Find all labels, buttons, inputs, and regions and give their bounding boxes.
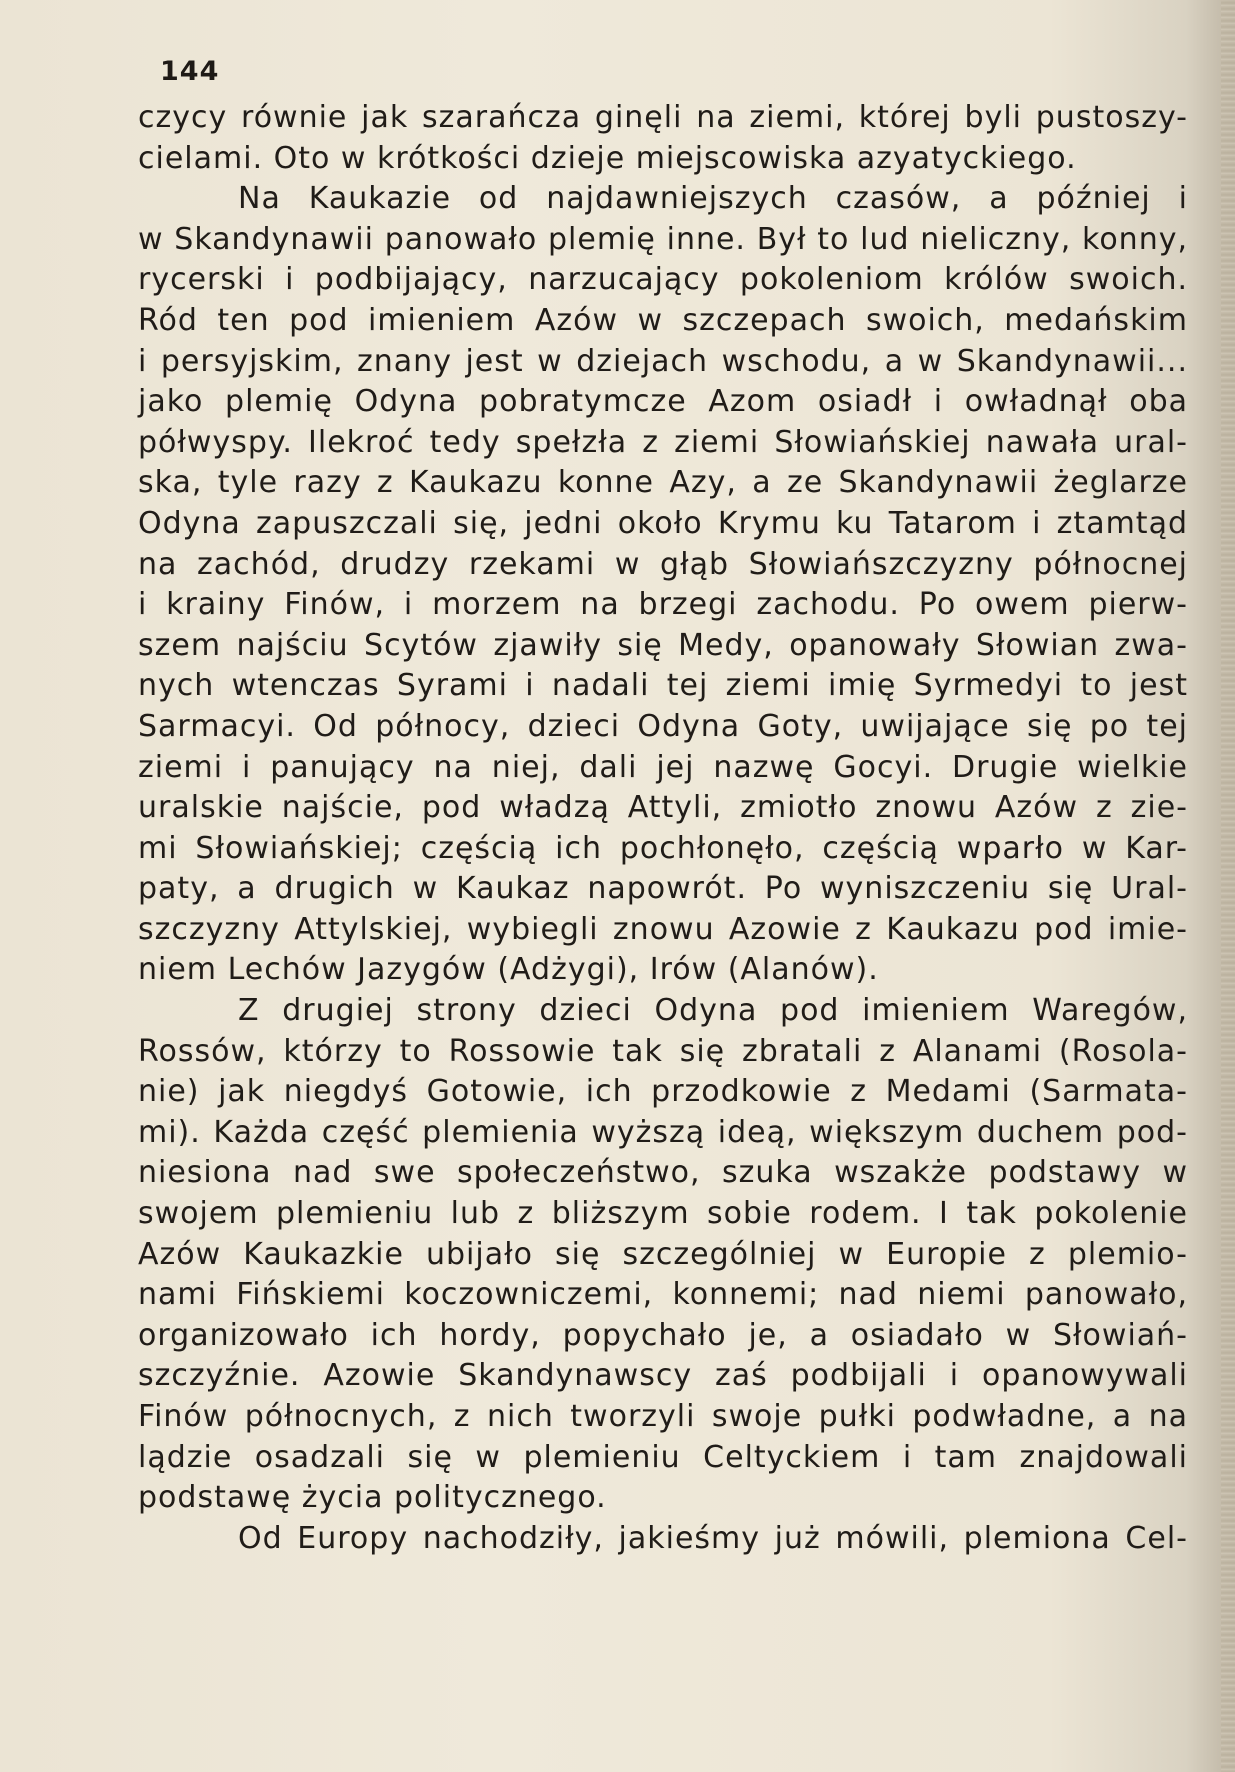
text-line: na zachód, drudzy rzekami w głąb Słowiańszczyzny północnej bbox=[138, 546, 1188, 582]
text-line: Z drugiej strony dzieci Odyna pod imieniem Waregów, bbox=[238, 993, 1188, 1029]
text-line: Odyna zapuszczali się, jedni około Krymu ku Tatarom i ztamtąd bbox=[138, 505, 1188, 541]
text-line: niem Lechów Jazygów (Adżygi), Irów (Alanów). bbox=[138, 952, 879, 988]
text-line: rycerski i podbijający, narzucający pokoleniom królów swoich. bbox=[138, 262, 1188, 298]
page-edge bbox=[1221, 0, 1235, 1772]
text-line: Finów północnych, z nich tworzyli swoje pułki podwładne, a na bbox=[138, 1399, 1188, 1434]
text-line: Na Kaukazie od najdawniejszych czasów, a później i bbox=[238, 181, 1188, 217]
text-line: szczyźnie. Azowie Skandynawscy zaś podbijali i opanowywali bbox=[138, 1358, 1188, 1394]
text-line: cielami. Oto w krótkości dzieje miejscowiska azyatyckiego. bbox=[138, 140, 1077, 176]
text-line: Sarmacyi. Od północy, dzieci Odyna Goty, uwijające się po tej bbox=[138, 708, 1188, 744]
text-line: lądzie osadzali się w plemieniu Celtyckiem i tam znajdowali bbox=[138, 1439, 1188, 1475]
text-line: ziemi i panujący na niej, dali jej nazwę Gocyi. Drugie wielkie bbox=[138, 749, 1188, 785]
text-line: paty, a drugich w Kaukaz napowrót. Po wyniszczeniu się Ural- bbox=[138, 871, 1188, 907]
text-line: nych wtenczas Syrami i nadali tej ziemi imię Syrmedyi to jest bbox=[138, 668, 1188, 704]
text-line: szem najściu Scytów zjawiły się Medy, opanowały Słowian zwa- bbox=[138, 627, 1188, 663]
text-line: organizowało ich hordy, popychało je, a osiadało w Słowiań- bbox=[138, 1317, 1188, 1353]
text-line: mi). Każda część plemienia wyższą ideą, większym duchem pod- bbox=[138, 1114, 1188, 1150]
page-number: 144 bbox=[160, 56, 220, 87]
text-line: półwyspy. Ilekroć tedy spełzła z ziemi Słowiańskiej nawała ural- bbox=[138, 424, 1188, 460]
text-line: mi Słowiańskiej; częścią ich pochłonęło, częścią wparło w Kar- bbox=[138, 830, 1188, 866]
body-text bbox=[138, 98, 1188, 1559]
text-line: Rossów, którzy to Rossowie tak się zbratali z Alanami (Rosola- bbox=[138, 1033, 1188, 1069]
text-line: w Skandynawii panowało plemię inne. Był to lud nieliczny, konny, bbox=[138, 221, 1188, 257]
text-line: i persyjskim, znany jest w dziejach wschodu, a w Skandynawii... bbox=[138, 343, 1188, 379]
text-line: Od Europy nachodziły, jakieśmy już mówili, plemiona Cel- bbox=[238, 1520, 1188, 1556]
text-line: nami Fińskiemi koczowniczemi, konnemi; nad niemi panowało, bbox=[138, 1277, 1188, 1313]
text-line: czycy równie jak szarańcza ginęli na ziemi, której byli pustoszy- bbox=[138, 100, 1188, 135]
text-line: niesiona nad swe społeczeństwo, szuka wszakże podstawy w bbox=[138, 1155, 1188, 1191]
text-line: Azów Kaukazkie ubijało się szczególniej w Europie z plemio- bbox=[138, 1236, 1188, 1272]
text-line: podstawę życia politycznego. bbox=[138, 1480, 607, 1516]
text-line: uralskie najście, pod władzą Attyli, zmiotło znowu Azów z zie- bbox=[138, 790, 1188, 826]
text-line: i krainy Finów, i morzem na brzegi zachodu. Po owem pierw- bbox=[138, 587, 1188, 623]
text-line: Ród ten pod imieniem Azów w szczepach swoich, medańskim bbox=[138, 302, 1188, 338]
text-line: jako plemię Odyna pobratymcze Azom osiadł i owładnął oba bbox=[138, 384, 1188, 420]
text-line: szczyzny Attylskiej, wybiegli znowu Azowie z Kaukazu pod imie- bbox=[138, 911, 1188, 947]
text-line: ska, tyle razy z Kaukazu konne Azy, a ze Skandynawii żeglarze bbox=[138, 465, 1188, 501]
text-line: swojem plemieniu lub z bliższym sobie rodem. I tak pokolenie bbox=[138, 1196, 1188, 1232]
text-line: nie) jak niegdyś Gotowie, ich przodkowie z Medami (Sarmata- bbox=[138, 1074, 1188, 1110]
